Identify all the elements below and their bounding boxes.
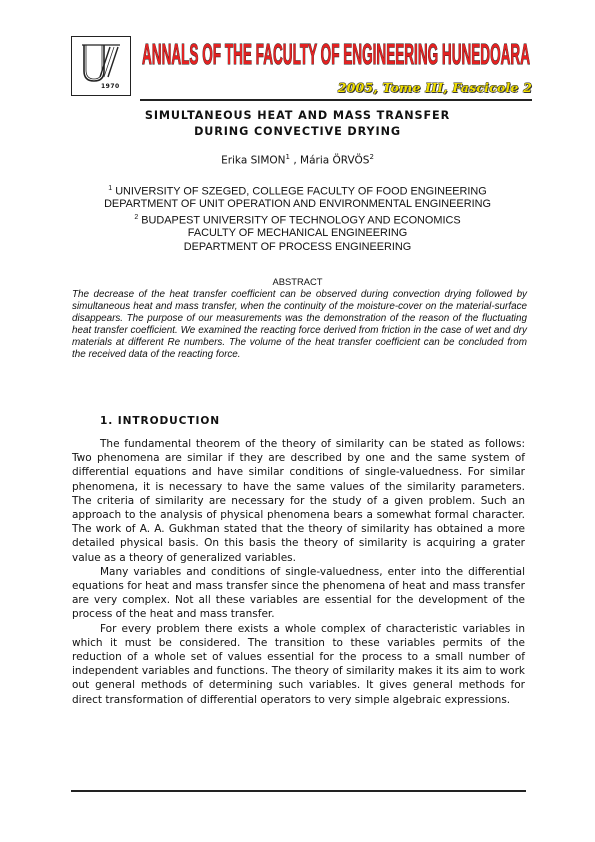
paper-title-line2: DURING CONVECTIVE DRYING: [194, 125, 401, 138]
affiliation-mark: 1: [108, 185, 113, 192]
body-paragraph: The fundamental theorem of the theory of similarity can be stated as follows: Two phenomena are similar if they are described by one and the same system of differential equations and have similar conditions of single-valuedness. For similar phenomena, it is necessary to have the same values of the similarity parameters. The criteria of similarity are necessary for the study of a given problem. Such an approach to the analysis of physical phenomena bears a somewhat formal character. The work of A. A. Gukhman stated that the theory of similarity has obtained a more detailed physical basis. On this basis the theory of similarity is acquiring a grater value as a theory of generalized variables.: [72, 438, 525, 564]
author-list: [60, 153, 535, 167]
author-name: Erika SIMON: [221, 154, 286, 167]
journal-logo: [71, 36, 131, 96]
paper-title-line1: SIMULTANEOUS HEAT AND MASS TRANSFER: [144, 109, 451, 122]
affiliation-text: UNIVERSITY OF SZEGED, COLLEGE FACULTY OF FOOD ENGINEERING: [115, 185, 487, 198]
author-separator: ,: [290, 154, 301, 167]
journal-title: [140, 36, 532, 72]
abstract-heading: ABSTRACT: [272, 276, 323, 287]
logo-year: 1970: [101, 83, 120, 90]
affiliation-line: FACULTY OF MECHANICAL ENGINEERING: [187, 227, 408, 239]
affiliation-text: BUDAPEST UNIVERSITY OF TECHNOLOGY AND ECONOMICS: [141, 214, 461, 227]
section-heading: 1. INTRODUCTION: [100, 415, 220, 427]
abstract-body: The decrease of the heat transfer coefficient can be observed during convection drying followed by simultaneous heat and mass transfer, when the continuity of the moisture-cover on the material-surface disappears. The purpose of our measurements was the demonstration of the reason of the fluctuating heat transfer coefficient. We examined the reacting force derived from friction in the case of wet and dry materials at different Re numbers. The volume of the heat transfer coefficient can be concluded from the received data of the reacting force.: [72, 289, 527, 360]
affiliation-line: DEPARTMENT OF PROCESS ENGINEERING: [183, 241, 412, 253]
author-affiliation-mark: 2: [369, 153, 374, 161]
header-divider: [140, 99, 532, 101]
journal-title-text: ANNALS OF THE FACULTY OF ENGINEERING HUNEDOARA: [142, 39, 531, 71]
body-paragraph: For every problem there exists a whole complex of characteristic variables in which it must be considered. The transition to these variables permits of the reduction of a whole set of values essential for the process to a small number of independent variables and functions. The theory of similarity makes it its aim to work out general methods of determining such variables. It gives general methods for direct transformation of differential operators to very simple algebraic expressions.: [72, 622, 525, 706]
section-body: [72, 437, 525, 707]
footer-divider: [71, 790, 526, 792]
body-paragraph: Many variables and conditions of single-valuedness, enter into the differential equations for heat and mass transfer since the phenomena of heat and mass transfer are very complex. Not all these variables are essential for the development of the process of the heat and mass transfer.: [72, 565, 525, 621]
affiliation-mark: 2: [134, 214, 139, 221]
author-affiliation-mark: 1: [285, 153, 291, 161]
affiliation-line: DEPARTMENT OF UNIT OPERATION AND ENVIRONMENTAL ENGINEERING: [104, 198, 491, 210]
volume-info: 2005, Tome III, Fascicole 2: [337, 80, 532, 95]
author-name: Mária ÖRVÖS: [300, 154, 370, 167]
